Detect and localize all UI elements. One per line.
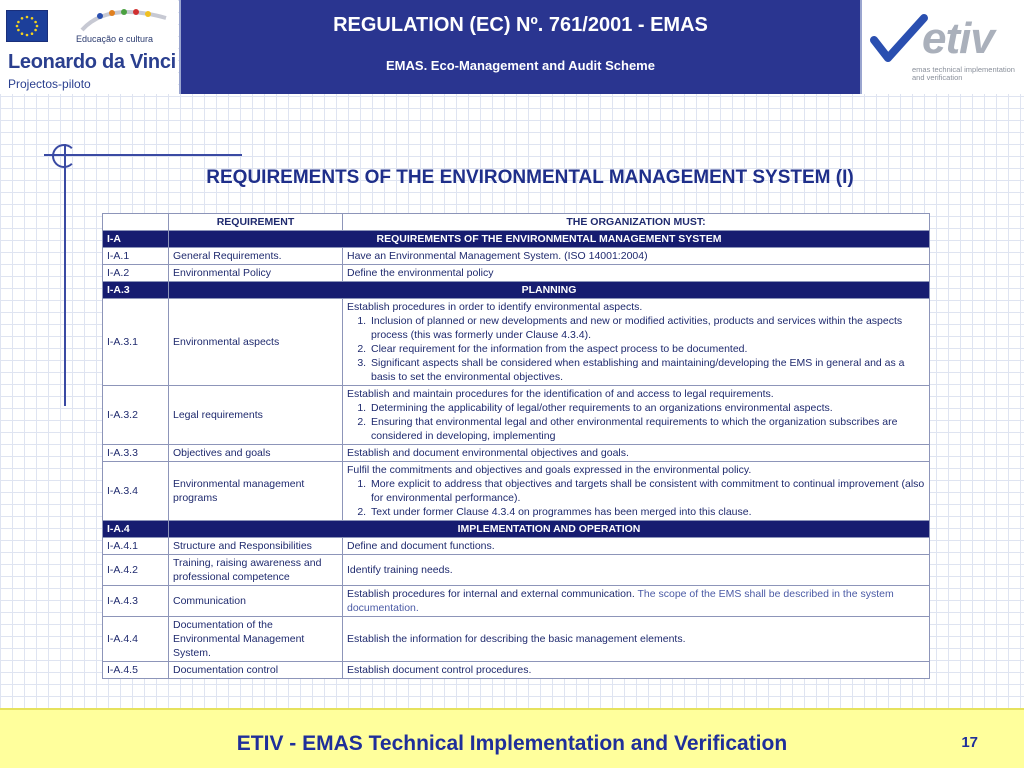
row-id: I-A.4.1 [103, 538, 169, 555]
row-text: Establish procedures in order to identify environmental aspects. [347, 301, 643, 313]
leonardo-da-vinci-logo: Leonardo da Vinci [8, 51, 176, 73]
row-id: I-A.4.2 [103, 555, 169, 586]
left-logo-area [0, 0, 178, 94]
row-requirement: Communication [169, 586, 343, 617]
table-row [103, 248, 930, 265]
program-text: Educação e cultura [76, 34, 154, 44]
projectos-piloto-text: Projectos-piloto [8, 77, 91, 91]
row-id: I-A.1 [103, 248, 169, 265]
row-id: I-A.4.3 [103, 586, 169, 617]
list-item: 2. Ensuring that environmental legal and other environmental requirements to which the organization subscribes are considered in developing, implementing [369, 415, 925, 443]
header-band [179, 0, 862, 94]
list-item: 1. More explicit to address that objectives and targets shall be consistent with commitment to continual improvement (also for environmental performance). [369, 477, 925, 505]
row-text: Identify training needs. [343, 555, 930, 586]
etiv-logo-tagline: emas technical implementation and verification [912, 65, 1015, 82]
table-row [103, 662, 930, 679]
header-requirement: REQUIREMENT [169, 214, 343, 231]
footer-text: ETIV - EMAS Technical Implementation and Verification [236, 732, 788, 755]
row-content [343, 462, 930, 521]
row-text: Establish and maintain procedures for the identification of and access to legal requirements. [347, 388, 774, 400]
footer [0, 708, 1024, 768]
table-row [103, 445, 930, 462]
table-row [103, 538, 930, 555]
row-requirement: Environmental management programs [169, 462, 343, 521]
list-item: 1. Determining the applicability of legal/other requirements to an organizations environmental aspects. [369, 401, 925, 415]
page-number: 17 [961, 734, 978, 751]
row-text: Fulfil the commitments and objectives and goals expressed in the environmental policy. [347, 464, 752, 476]
section-row [103, 521, 930, 538]
row-text: Establish the information for describing the basic management elements. [343, 617, 930, 662]
header-title: REGULATION (EC) Nº. 761/2001 - EMAS [333, 14, 708, 36]
row-text: Establish procedures for internal and external communication. [347, 588, 635, 600]
table-row [103, 586, 930, 617]
table-row [103, 462, 930, 521]
table-row [103, 617, 930, 662]
header-organization-must: THE ORGANIZATION MUST: [343, 214, 930, 231]
row-content [343, 586, 930, 617]
row-requirement: General Requirements. [169, 248, 343, 265]
table-row [103, 299, 930, 386]
header-subtitle: EMAS. Eco-Management and Audit Scheme [386, 58, 655, 73]
table-row [103, 386, 930, 445]
row-extra-text: The scope of the EMS shall be described in the system documentation. [347, 588, 894, 614]
row-content [343, 299, 930, 386]
requirements-table [102, 213, 930, 679]
etiv-logo-area [862, 0, 1024, 94]
row-requirement: Environmental aspects [169, 299, 343, 386]
row-list [347, 401, 925, 443]
row-list [347, 477, 925, 519]
section-id: I-A.3 [103, 282, 169, 299]
table-header-row [103, 214, 930, 231]
row-id: I-A.3.2 [103, 386, 169, 445]
section-id: I-A.4 [103, 521, 169, 538]
row-requirement: Documentation control [169, 662, 343, 679]
section-title: REQUIREMENTS OF THE ENVIRONMENTAL MANAGEMENT SYSTEM [169, 231, 930, 248]
list-item: 2. Clear requirement for the information from the aspect process to be documented. [369, 342, 925, 356]
row-text: Define and document functions. [343, 538, 930, 555]
row-requirement: Legal requirements [169, 386, 343, 445]
row-id: I-A.3.3 [103, 445, 169, 462]
etiv-logo-word: etiv [922, 14, 994, 63]
section-row [103, 282, 930, 299]
row-id: I-A.2 [103, 265, 169, 282]
page-title: REQUIREMENTS OF THE ENVIRONMENTAL MANAGEMENT SYSTEM (I) [206, 167, 854, 188]
row-text: Establish document control procedures. [343, 662, 930, 679]
list-item: 1. Inclusion of planned or new developments and new or modified activities, products and services within the aspects process (this was formerly under Clause 4.3.4). [369, 314, 925, 342]
row-requirement: Structure and Responsibilities [169, 538, 343, 555]
row-requirement: Environmental Policy [169, 265, 343, 282]
list-item: 3. Significant aspects shall be considered when establishing and maintaining/developing the EMS in general and as a basis to set the environmental objectives. [369, 356, 925, 384]
row-requirement: Training, raising awareness and professional competence [169, 555, 343, 586]
section-id: I-A [103, 231, 169, 248]
row-requirement: Documentation of the Environmental Management System. [169, 617, 343, 662]
decorative-circle-icon [52, 144, 76, 168]
table-row [103, 555, 930, 586]
row-id: I-A.4.4 [103, 617, 169, 662]
row-content [343, 386, 930, 445]
section-title: PLANNING [169, 282, 930, 299]
row-id: I-A.4.5 [103, 662, 169, 679]
row-list [347, 314, 925, 384]
section-row [103, 231, 930, 248]
row-id: I-A.3.4 [103, 462, 169, 521]
eu-flag-icon [6, 10, 48, 42]
row-text: Establish and document environmental objectives and goals. [343, 445, 930, 462]
header-id [103, 214, 169, 231]
row-text: Have an Environmental Management System. (ISO 14001:2004) [343, 248, 930, 265]
row-id: I-A.3.1 [103, 299, 169, 386]
list-item: 2. Text under former Clause 4.3.4 on programmes has been merged into this clause. [369, 505, 925, 519]
section-title: IMPLEMENTATION AND OPERATION [169, 521, 930, 538]
row-text: Define the environmental policy [343, 265, 930, 282]
row-requirement: Objectives and goals [169, 445, 343, 462]
table-row [103, 265, 930, 282]
